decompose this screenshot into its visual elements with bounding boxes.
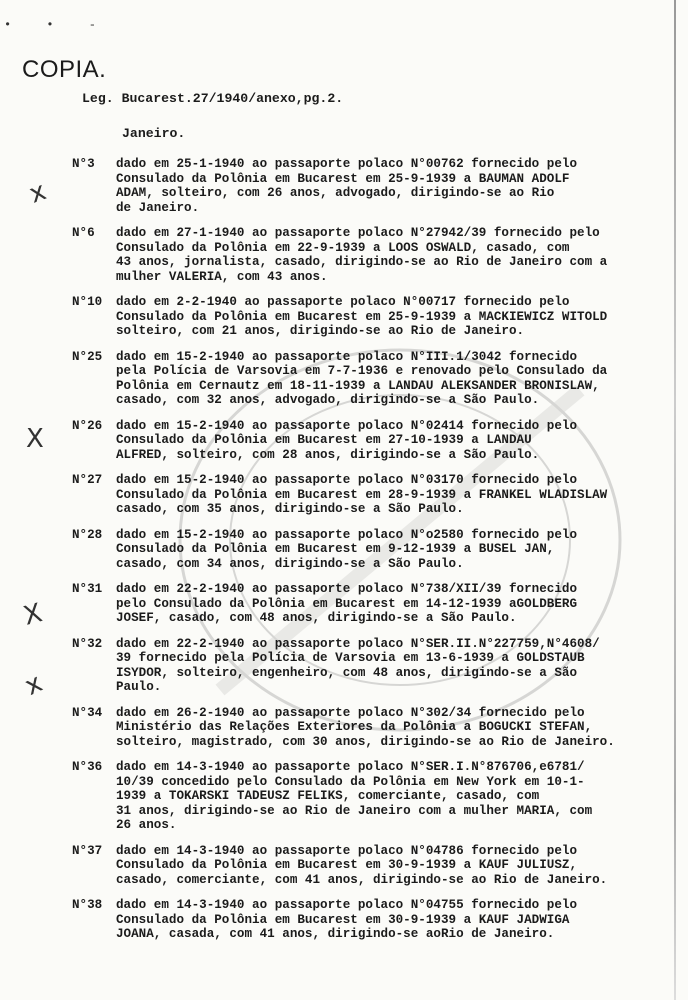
entry-line: 43 anos, jornalista, casado, dirigindo-se ao Rio de Janeiro com a xyxy=(116,255,608,269)
entry-line: dado em 15-2-1940 ao passaporte polaco N°03170 fornecido pelo xyxy=(116,473,578,487)
margin-mark-x: X xyxy=(26,424,44,454)
entry-number: N°38 xyxy=(72,898,103,912)
entry-number: N°31 xyxy=(72,582,103,596)
entry-31 xyxy=(72,582,672,626)
entry-line: Consulado da Polônia em Bucarest em 28-9-1939 a FRANKEL WLADISLAW xyxy=(116,487,608,502)
margin-mark-x: x xyxy=(20,668,48,702)
entry-line: dado em 22-2-1940 ao passaporte polaco N°SER.II.N°227759,N°4608/ xyxy=(116,636,600,651)
entry-27 xyxy=(72,473,672,517)
margin-mark-x: X xyxy=(20,598,46,632)
entry-line: 10/39 concedido pelo Consulado da Polônia em New York em 10-1- xyxy=(116,774,585,789)
entry-line: casado, com 32 anos, advogado, dirigindo-se a São Paulo. xyxy=(116,393,540,407)
entry-number: N°3 xyxy=(72,157,95,171)
entry-line: Paulo. xyxy=(116,680,162,694)
entry-26 xyxy=(72,419,672,463)
entry-line: ALFRED, solteiro, com 28 anos, dirigindo-se a São Paulo. xyxy=(116,447,540,462)
entry-line: 26 anos. xyxy=(116,818,177,832)
entry-32 xyxy=(72,637,672,695)
entry-line: Consulado da Polônia em Bucarest em 25-9-1939 a BAUMAN ADOLF xyxy=(116,171,570,186)
entry-line: dado em 2-2-1940 ao passaporte polaco N°00717 fornecido pelo xyxy=(116,295,570,309)
entry-line: Ministério das Relações Exteriores da Polônia a BOGUCKI STEFAN, xyxy=(116,720,593,734)
entry-line: dado em 22-2-1940 ao passaporte polaco N°738/XII/39 fornecido xyxy=(116,582,578,596)
entry-line: Consulado da Polônia em Bucarest em 25-9-1939 a MACKIEWICZ WITOLD xyxy=(116,309,608,324)
entry-number: N°32 xyxy=(72,636,103,651)
entry-line: dado em 27-1-1940 ao passaporte polaco N°27942/39 fornecido pelo xyxy=(116,226,600,240)
entry-28 xyxy=(72,528,672,572)
entry-line: Consulado da Polônia em Bucarest em 9-12-1939 a BUSEL JAN, xyxy=(116,542,555,556)
entry-number: N°25 xyxy=(72,349,103,364)
entry-line: JOANA, casada, com 41 anos, dirigindo-se aoRio de Janeiro. xyxy=(116,927,555,941)
entry-36 xyxy=(72,760,672,833)
entry-line: dado em 26-2-1940 ao passaporte polaco N°302/34 fornecido pelo xyxy=(116,705,585,720)
entry-10 xyxy=(72,295,672,339)
entry-37 xyxy=(72,844,672,888)
entry-line: ISYDOR, solteiro, engenheiro, com 48 anos, dirigindo-se a São xyxy=(116,665,578,680)
margin-mark-x: x xyxy=(25,176,51,210)
entry-line: mulher VALERIA, com 43 anos. xyxy=(116,269,328,284)
entry-line: pelo Consulado da Polônia em Bucarest em 14-12-1939 aGOLDBERG xyxy=(116,596,578,611)
entry-3 xyxy=(72,157,672,215)
entry-line: JOSEF, casado, com 48 anos, dirigindo-se a São Paulo. xyxy=(116,611,517,625)
entry-line: solteiro, com 21 anos, dirigindo-se ao Rio de Janeiro. xyxy=(116,324,525,338)
entry-number: N°26 xyxy=(72,418,103,433)
entry-number: N°6 xyxy=(72,226,95,240)
entry-line: casado, com 35 anos, dirigindo-se a São Paulo. xyxy=(116,502,464,516)
entry-line: Consulado da Polônia em Bucarest em 30-9-1939 a KAUF JULIUSZ, xyxy=(116,858,578,872)
entry-line: dado em 25-1-1940 ao passaporte polaco N°00762 fornecido pelo xyxy=(116,157,578,171)
entry-number: N°37 xyxy=(72,843,103,858)
month-heading: Janeiro. xyxy=(122,126,186,141)
entry-line: casado, com 34 anos, dirigindo-se a São Paulo. xyxy=(116,556,464,571)
entry-number: N°28 xyxy=(72,527,103,542)
entry-line: 39 fornecido pela Polícia de Varsovia em 13-6-1939 a GOLDSTAUB xyxy=(116,651,585,665)
entry-6 xyxy=(72,226,672,284)
entry-number: N°36 xyxy=(72,760,103,774)
entry-number: N°27 xyxy=(72,473,103,487)
copy-label: COPIA. xyxy=(22,56,107,83)
entry-line: de Janeiro. xyxy=(116,200,200,215)
entry-line: ADAM, solteiro, com 26 anos, advogado, dirigindo-se ao Rio xyxy=(116,186,555,200)
entry-line: pela Polícia de Varsovia em 7-7-1936 e renovado pelo Consulado da xyxy=(116,364,608,378)
entry-line: Consulado da Polônia em Bucarest em 27-10-1939 a LANDAU xyxy=(116,433,532,447)
document-reference: Leg. Bucarest.27/1940/anexo,pg.2. xyxy=(82,91,344,106)
entry-25 xyxy=(72,350,672,408)
entry-line: dado em 14-3-1940 ao passaporte polaco N°SER.I.N°876706,e6781/ xyxy=(116,760,585,774)
entry-number: N°34 xyxy=(72,705,103,720)
entry-line: casado, comerciante, com 41 anos, dirigindo-se ao Rio de Janeiro. xyxy=(116,872,608,887)
entry-line: dado em 14-3-1940 ao passaporte polaco N°04786 fornecido pelo xyxy=(116,843,578,858)
visa-entries-list xyxy=(72,157,672,942)
entry-line: dado em 15-2-1940 ao passaporte polaco N°02414 fornecido pelo xyxy=(116,418,578,433)
entry-line: 31 anos, dirigindo-se ao Rio de Janeiro com a mulher MARIA, com xyxy=(116,803,593,818)
page-edge-shadow xyxy=(674,0,676,1000)
entry-34 xyxy=(72,706,672,750)
entry-line: solteiro, magistrado, com 30 anos, dirigindo-se ao Rio de Janeiro. xyxy=(116,734,615,749)
entry-number: N°10 xyxy=(72,295,103,309)
entry-line: dado em 15-2-1940 ao passaporte polaco N°o2580 fornecido pelo xyxy=(116,527,578,542)
entry-line: dado em 15-2-1940 ao passaporte polaco N°III.1/3042 fornecido xyxy=(116,349,578,364)
entry-line: 1939 a TOKARSKI TADEUSZ FELIKS, comerciante, casado, com xyxy=(116,789,540,803)
entry-38 xyxy=(72,898,672,942)
entry-line: dado em 14-3-1940 ao passaporte polaco N°04755 fornecido pelo xyxy=(116,898,578,912)
entry-line: Consulado da Polônia em Bucarest em 30-9-1939 a KAUF JADWIGA xyxy=(116,912,570,927)
entry-line: Polônia em Cernautz em 18-11-1939 a LANDAU ALEKSANDER BRONISLAW, xyxy=(116,378,600,393)
entry-line: Consulado da Polônia em 22-9-1939 a LOOS OSWALD, casado, com xyxy=(116,240,570,255)
scan-specks: • • - xyxy=(4,18,111,32)
